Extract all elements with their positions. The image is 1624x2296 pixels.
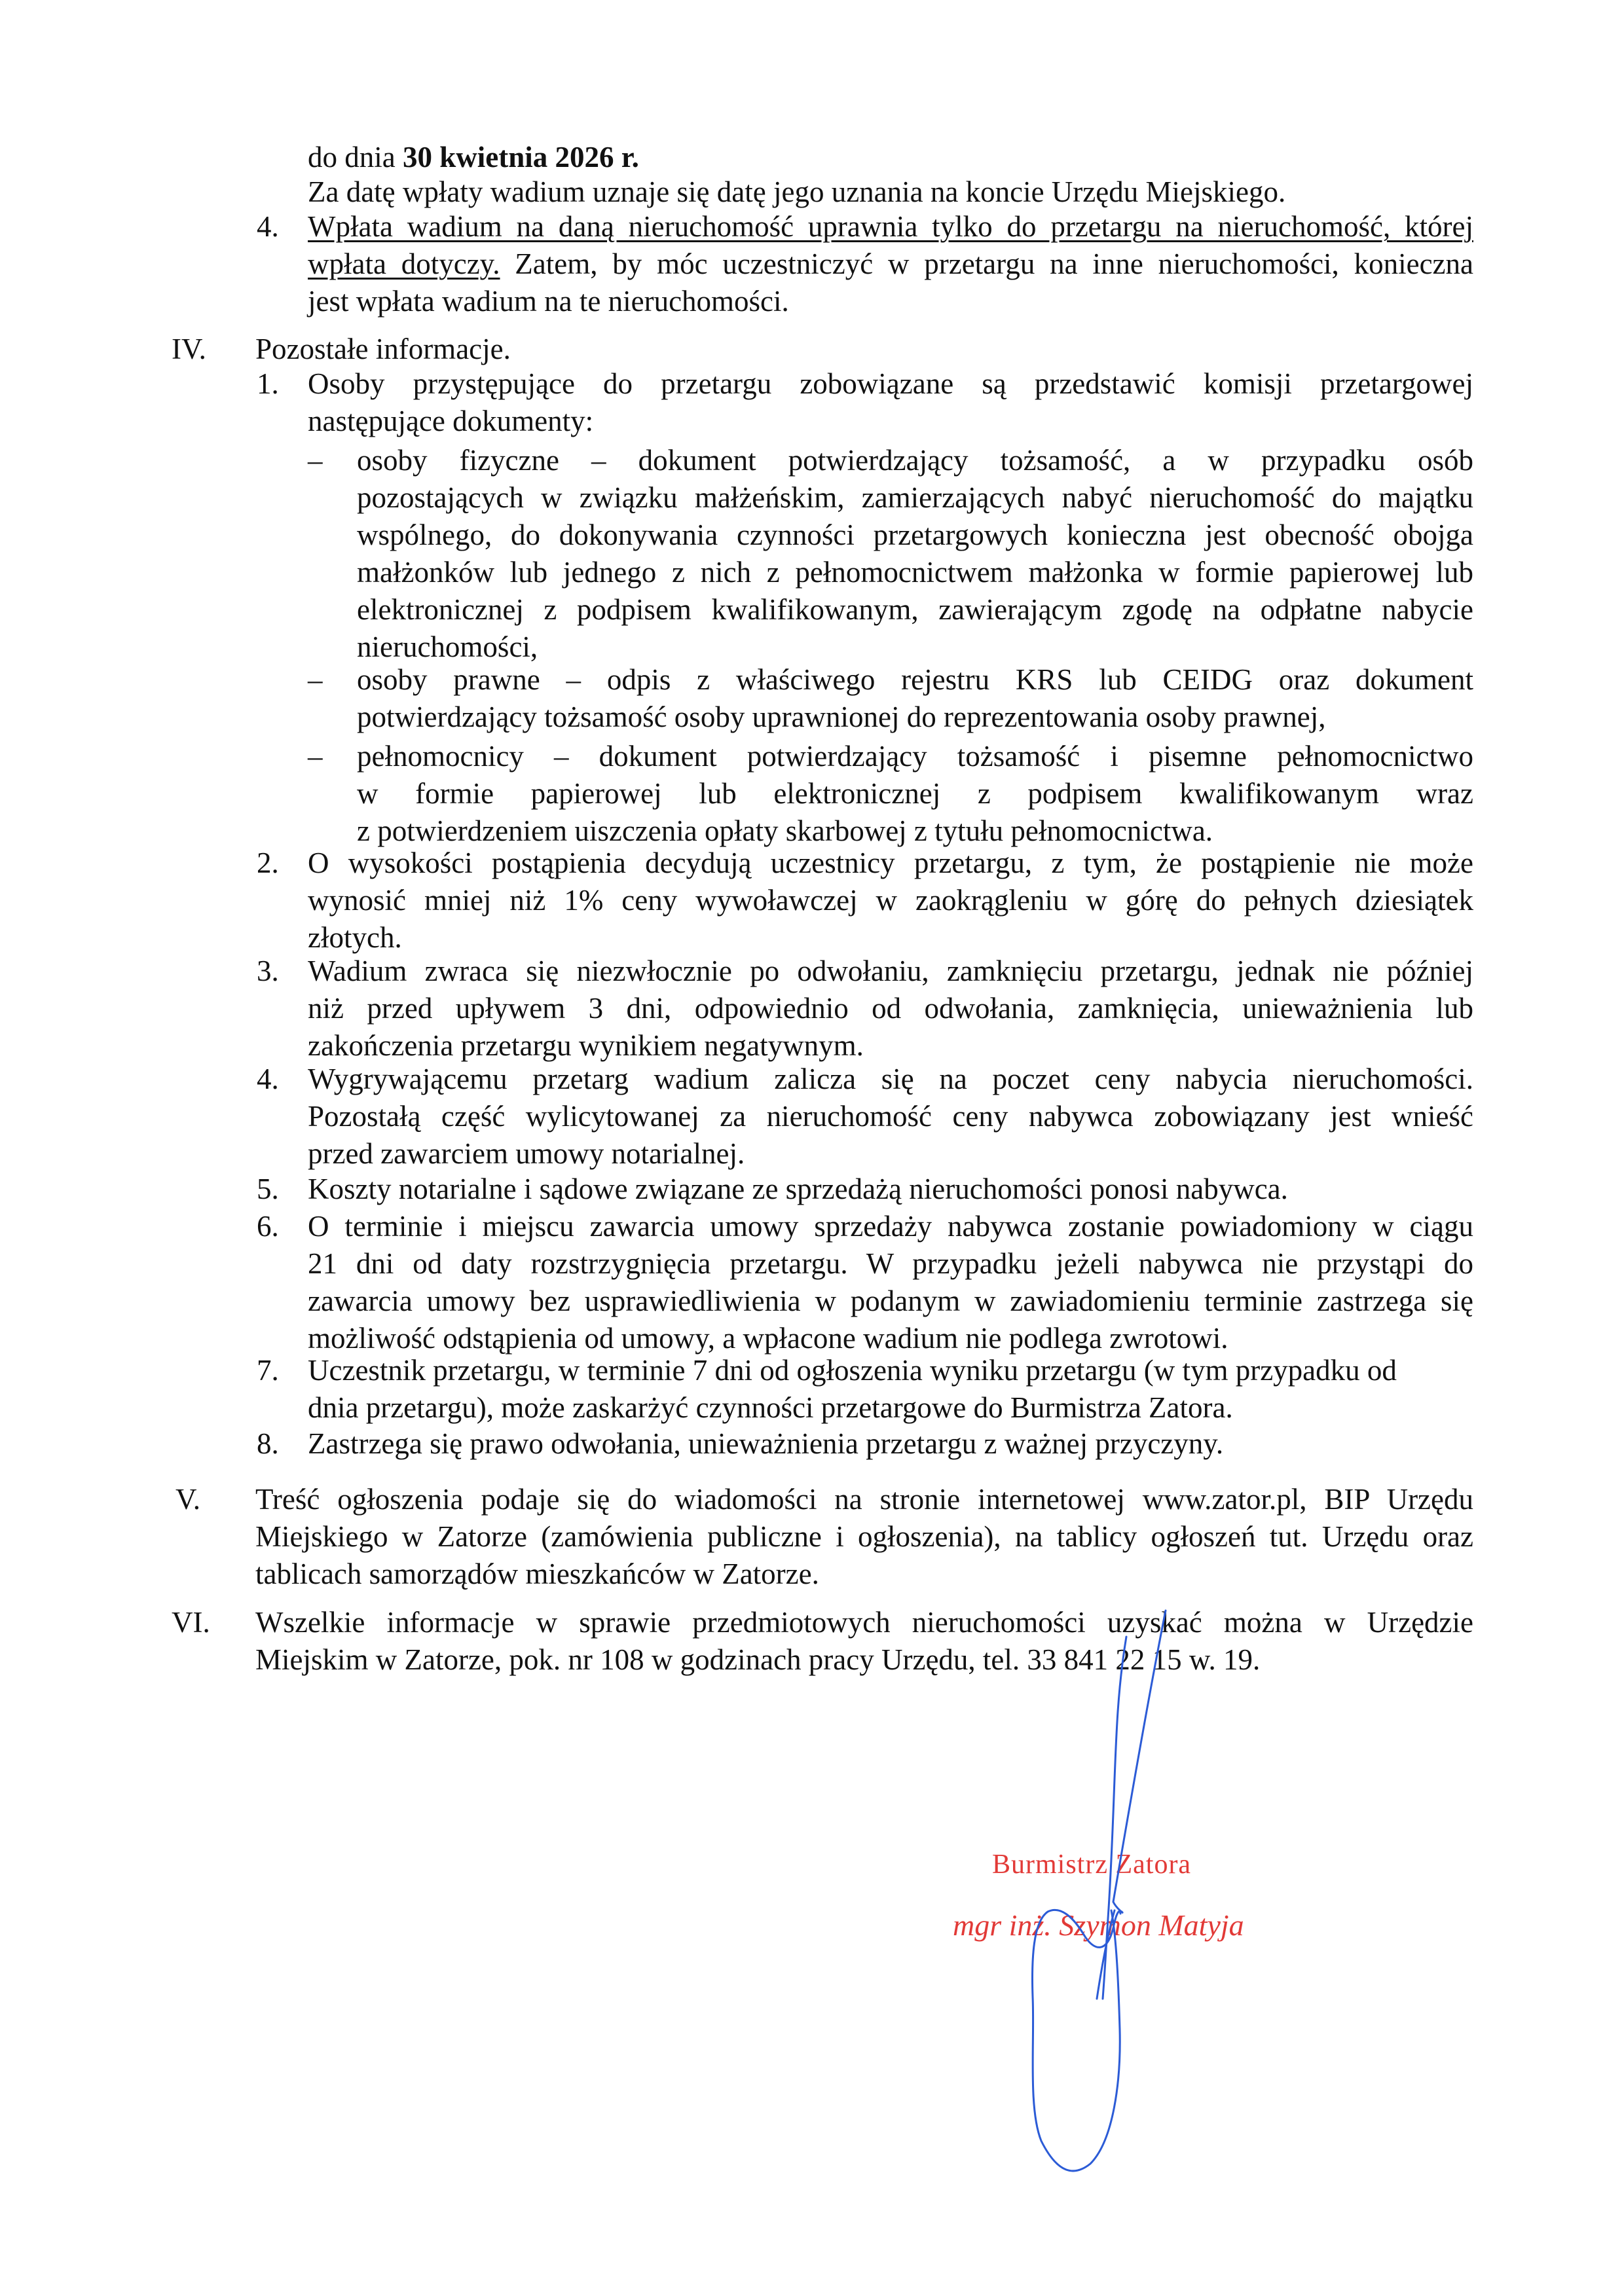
bullet-proxies — [357, 738, 1473, 850]
item-number: 3. — [257, 955, 279, 987]
section4-item-8 — [308, 1425, 1473, 1463]
bullet-natural-persons — [357, 442, 1473, 666]
item-line: Koszty notarialne i sądowe związane ze sprzedażą nieruchomości ponosi nabywca. — [308, 1173, 1288, 1205]
bullet-line: w formie papierowej lub elektronicznej z podpisem kwalifikowanym wraz — [357, 777, 1473, 810]
stamp-title: Burmistrz Zatora — [992, 1850, 1192, 1880]
item-line: Uczestnik przetargu, w terminie 7 dni od ogłoszenia wyniku przetargu (w tym przypadku od — [308, 1354, 1397, 1387]
section-numeral: VI. — [172, 1606, 210, 1639]
bullet-line: osoby prawne – odpis z właściwego rejestru KRS lub CEIDG oraz dokument — [357, 663, 1473, 696]
item-line: wynosić mniej niż 1% ceny wywoławczej w zaokrągleniu w górę do pełnych dziesiątek — [308, 884, 1473, 917]
section4-item-5 — [308, 1171, 1473, 1208]
item4-line2 — [308, 246, 1473, 283]
item4-line2-rest: Zatem, by móc uczestniczyć w przetargu na inne nieruchomości, konieczna — [500, 247, 1473, 280]
stamp-name: mgr inż. Szymon Matyja — [953, 1908, 1244, 1942]
item-line: zakończenia przetargu wynikiem negatywnym. — [308, 1029, 864, 1062]
item4-line3: jest wpłata wadium na te nieruchomości. — [308, 285, 789, 318]
item-line: zawarcia umowy bez usprawiedliwienia w podanym w zawiadomieniu terminie zastrzega się — [308, 1285, 1473, 1317]
item-line: możliwość odstąpienia od umowy, a wpłacone wadium nie podlega zwrotowi. — [308, 1322, 1228, 1355]
section6-text — [255, 1604, 1473, 1679]
item-number: 1. — [257, 367, 279, 400]
item-line: 21 dni od daty rozstrzygnięcia przetargu. W przypadku jeżeli nabywca nie przystąpi do — [308, 1247, 1473, 1280]
item-line: Pozostałą część wylicytowanej za nieruchomość ceny nabywca zobowiązany jest wnieść — [308, 1100, 1473, 1133]
section4-item-2 — [308, 845, 1473, 957]
section-line: Miejskiego w Zatorze (zamówienia publiczne i ogłoszenia), na tablicy ogłoszeń tut. Urzędu oraz — [255, 1520, 1473, 1553]
dash-bullet: – — [308, 663, 323, 696]
section-title: Pozostałe informacje. — [255, 333, 511, 365]
item-number: 2. — [257, 847, 279, 879]
deadline-date: 30 kwietnia 2026 r. — [402, 141, 639, 173]
section-line: Wszelkie informacje w sprawie przedmiotowych nieruchomości uzyskać można w Urzędzie — [255, 1606, 1473, 1639]
bullet-line: potwierdzający tożsamość osoby uprawnionej do reprezentowania osoby prawnej, — [357, 701, 1326, 733]
payment-date-note: Za datę wpłaty wadium uznaje się datę jego uznania na koncie Urzędu Miejskiego. — [308, 175, 1286, 208]
section-numeral: IV. — [172, 333, 206, 365]
item-line: dnia przetargu), może zaskarżyć czynności przetargowe do Burmistrza Zatora. — [308, 1391, 1233, 1424]
underlined-text-line1: Wpłata wadium na daną nieruchomość uprawnia tylko do przetargu na nieruchomość, której — [308, 210, 1473, 243]
section4-item-7 — [308, 1352, 1473, 1427]
section4-item-1 — [308, 365, 1473, 440]
item-line: Wygrywającemu przetarg wadium zalicza się na poczet ceny nabycia nieruchomości. — [308, 1063, 1473, 1095]
item-number: 4. — [257, 210, 279, 243]
bullet-line: elektronicznej z podpisem kwalifikowanym, zawierającym zgodę na odpłatne nabycie — [357, 593, 1473, 626]
item-line: przed zawarciem umowy notarialnej. — [308, 1137, 745, 1170]
deadline-prefix: do dnia — [308, 141, 403, 173]
section-numeral: V. — [175, 1483, 200, 1516]
item-line: Wadium zwraca się niezwłocznie po odwołaniu, zamknięciu przetargu, jednak nie później — [308, 955, 1473, 987]
section4-item-3 — [308, 953, 1473, 1065]
bullet-line: pełnomocnicy – dokument potwierdzający tożsamość i pisemne pełnomocnictwo — [357, 740, 1473, 773]
section4-item-4 — [308, 1061, 1473, 1173]
bullet-line: nieruchomości, — [357, 630, 538, 663]
section4-item-6 — [308, 1208, 1473, 1357]
item-line: O terminie i miejscu zawarcia umowy sprzedaży nabywca zostanie powiadomiony w ciągu — [308, 1210, 1473, 1243]
bullet-line: małżonków lub jednego z nich z pełnomocnictwem małżonka w formie papierowej lub — [357, 556, 1473, 589]
item-line: Zastrzega się prawo odwołania, unieważnienia przetargu z ważnej przyczyny. — [308, 1427, 1224, 1460]
bullet-line: pozostających w związku małżeńskim, zamierzających nabyć nieruchomość do majątku — [357, 481, 1473, 514]
bullet-line: wspólnego, do dokonywania czynności przetargowych konieczna jest obecność obojga — [357, 519, 1473, 551]
deadline-line — [308, 139, 639, 176]
item-number: 6. — [257, 1210, 279, 1243]
bullet-line: z potwierdzeniem uiszczenia opłaty skarbowej z tytułu pełnomocnictwa. — [357, 814, 1213, 847]
item-line: złotych. — [308, 921, 402, 954]
section-line: Treść ogłoszenia podaje się do wiadomości na stronie internetowej www.zator.pl, BIP Urzędu — [255, 1483, 1473, 1516]
item-number: 5. — [257, 1173, 279, 1205]
section5-text — [255, 1481, 1473, 1593]
bullet-legal-persons — [357, 661, 1473, 736]
item-number: 8. — [257, 1427, 279, 1460]
item-number: 7. — [257, 1354, 279, 1387]
section-line: tablicach samorządów mieszkańców w Zatorze. — [255, 1558, 819, 1590]
item-number: 4. — [257, 1063, 279, 1095]
item-line: O wysokości postąpienia decydują uczestnicy przetargu, z tym, że postąpienie nie może — [308, 847, 1473, 879]
item-line: Osoby przystępujące do przetargu zobowiązane są przedstawić komisji przetargowej — [308, 367, 1473, 400]
section3-item-4 — [308, 208, 1473, 320]
section-line: Miejskim w Zatorze, pok. nr 108 w godzinach pracy Urzędu, tel. 33 841 22 15 w. 19. — [255, 1643, 1261, 1676]
bullet-line: osoby fizyczne – dokument potwierdzający tożsamość, a w przypadku osób — [357, 444, 1473, 477]
dash-bullet: – — [308, 444, 323, 477]
item-line: następujące dokumenty: — [308, 405, 594, 437]
dash-bullet: – — [308, 740, 323, 773]
underlined-text-line2: wpłata dotyczy. — [308, 247, 500, 280]
item-line: niż przed upływem 3 dni, odpowiednio od odwołania, zamknięcia, unieważnienia lub — [308, 992, 1473, 1025]
